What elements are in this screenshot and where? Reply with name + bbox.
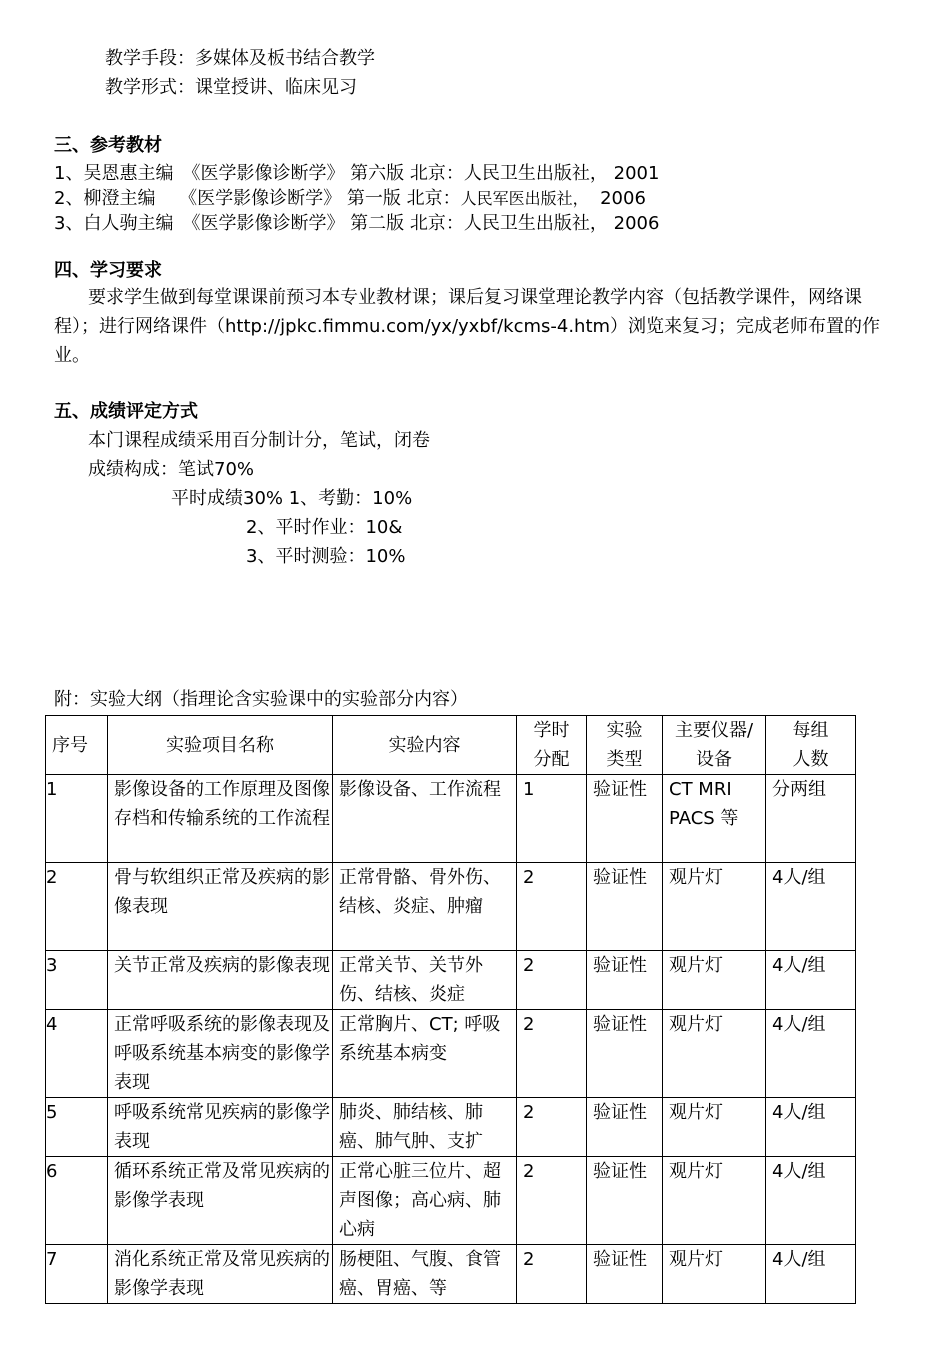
- table-row: [46, 1157, 856, 1245]
- cell-name: 关节正常及疾病的影像表现: [108, 951, 333, 1010]
- appendix-caption: 附：实验大纲（指理论含实验课中的实验部分内容）: [54, 689, 468, 710]
- cell-equipment: 观片灯: [663, 863, 766, 951]
- cell-name: 呼吸系统常见疾病的影像学表现: [108, 1098, 333, 1157]
- teaching-form: 教学形式：课堂授讲、临床见习: [105, 77, 357, 98]
- cell-no: 4: [46, 1010, 108, 1098]
- cell-no: 1: [46, 775, 108, 863]
- cell-content: 影像设备、工作流程: [333, 775, 517, 863]
- header-equipment: 主要仪器/ 设备: [663, 716, 766, 775]
- cell-hours: 2: [517, 1098, 587, 1157]
- section-heading-references: 三、参考教材: [54, 135, 162, 156]
- cell-content: 肺炎、肺结核、肺癌、肺气肿、支扩: [333, 1098, 517, 1157]
- cell-no: 5: [46, 1098, 108, 1157]
- table-row: [46, 1010, 856, 1098]
- cell-name: 消化系统正常及常见疾病的影像学表现: [108, 1245, 333, 1304]
- cell-equipment: 观片灯: [663, 951, 766, 1010]
- cell-content: 正常心脏三位片、超声图像；高心病、肺心病: [333, 1157, 517, 1245]
- grading-line: 平时成绩30% 1、考勤：10%: [171, 488, 413, 509]
- reference-year: 2006: [588, 188, 646, 209]
- cell-no: 2: [46, 863, 108, 951]
- cell-group-size: 4人/组: [766, 1245, 856, 1304]
- cell-equipment: 观片灯: [663, 1157, 766, 1245]
- cell-hours: 2: [517, 1245, 587, 1304]
- cell-equipment: 观片灯: [663, 1098, 766, 1157]
- header-group-size: 每组 人数: [766, 716, 856, 775]
- grading-line: 本门课程成绩采用百分制计分，笔试，闭卷: [88, 430, 430, 451]
- section-heading-grading: 五、成绩评定方式: [54, 401, 198, 422]
- cell-type: 验证性: [587, 1245, 663, 1304]
- cell-group-size: 4人/组: [766, 1157, 856, 1245]
- cell-group-size: 4人/组: [766, 863, 856, 951]
- cell-content: 正常骨骼、骨外伤、结核、炎症、肿瘤: [333, 863, 517, 951]
- header-content: 实验内容: [333, 716, 517, 775]
- header-no: 序号: [46, 716, 108, 775]
- cell-name: 正常呼吸系统的影像表现及呼吸系统基本病变的影像学表现: [108, 1010, 333, 1098]
- reference-publisher: 人民军医出版社，: [460, 189, 589, 208]
- cell-content: 正常胸片、CT; 呼吸系统基本病变: [333, 1010, 517, 1098]
- cell-type: 验证性: [587, 1157, 663, 1245]
- cell-type: 验证性: [587, 1098, 663, 1157]
- cell-equipment: CT MRI PACS 等: [663, 775, 766, 863]
- table-row: [46, 951, 856, 1010]
- cell-group-size: 4人/组: [766, 1098, 856, 1157]
- cell-name: 影像设备的工作原理及图像存档和传输系统的工作流程: [108, 775, 333, 863]
- cell-hours: 2: [517, 1010, 587, 1098]
- header-name: 实验项目名称: [108, 716, 333, 775]
- cell-type: 验证性: [587, 1010, 663, 1098]
- cell-hours: 2: [517, 1157, 587, 1245]
- grading-line: 3、平时测验：10%: [246, 546, 406, 567]
- table-row: [46, 1245, 856, 1304]
- table-row: [46, 1098, 856, 1157]
- grading-line: 成绩构成：笔试70%: [88, 459, 255, 480]
- cell-type: 验证性: [587, 863, 663, 951]
- cell-equipment: 观片灯: [663, 1010, 766, 1098]
- experiment-table: [45, 715, 856, 1304]
- cell-group-size: 分两组: [766, 775, 856, 863]
- requirements-paragraph: [54, 283, 904, 370]
- cell-content: 肠梗阻、气腹、食管癌、胃癌、等: [333, 1245, 517, 1304]
- cell-type: 验证性: [587, 775, 663, 863]
- reference-item: [54, 212, 659, 236]
- header-type: 实验 类型: [587, 716, 663, 775]
- table-header-row: [46, 716, 856, 775]
- cell-hours: 2: [517, 863, 587, 951]
- cell-no: 7: [46, 1245, 108, 1304]
- cell-no: 3: [46, 951, 108, 1010]
- cell-hours: 1: [517, 775, 587, 863]
- header-hours: 学时 分配: [517, 716, 587, 775]
- cell-hours: 2: [517, 951, 587, 1010]
- cell-group-size: 4人/组: [766, 1010, 856, 1098]
- teaching-means: 教学手段：多媒体及板书结合教学: [105, 48, 375, 69]
- cell-name: 骨与软组织正常及疾病的影像表现: [108, 863, 333, 951]
- reference-text: 3、白人驹主编 《医学影像诊断学》 第二版 北京：人民卫生出版社， 2006: [54, 213, 660, 234]
- cell-equipment: 观片灯: [663, 1245, 766, 1304]
- grading-line: 2、平时作业：10&: [246, 517, 403, 538]
- reference-text: 2、柳澄主编 《医学影像诊断学》 第一版 北京：: [54, 188, 461, 209]
- reference-item: [54, 187, 646, 211]
- cell-name: 循环系统正常及常见疾病的影像学表现: [108, 1157, 333, 1245]
- table-row: [46, 863, 856, 951]
- cell-content: 正常关节、关节外伤、结核、炎症: [333, 951, 517, 1010]
- cell-group-size: 4人/组: [766, 951, 856, 1010]
- reference-item: [54, 162, 659, 186]
- cell-no: 6: [46, 1157, 108, 1245]
- requirements-text: 要求学生做到每堂课课前预习本专业教材课；课后复习课堂理论教学内容（包括教学课件，网络课程）；进行网络课件（http://jpkc.fimmu.com/yx/yxbf/kcms-4.htm）浏览来复习；完成老师布置的作业。: [54, 287, 881, 366]
- cell-type: 验证性: [587, 951, 663, 1010]
- reference-text: 1、吴恩惠主编 《医学影像诊断学》 第六版 北京：人民卫生出版社， 2001: [54, 163, 660, 184]
- table-row: [46, 775, 856, 863]
- section-heading-requirements: 四、学习要求: [54, 260, 162, 281]
